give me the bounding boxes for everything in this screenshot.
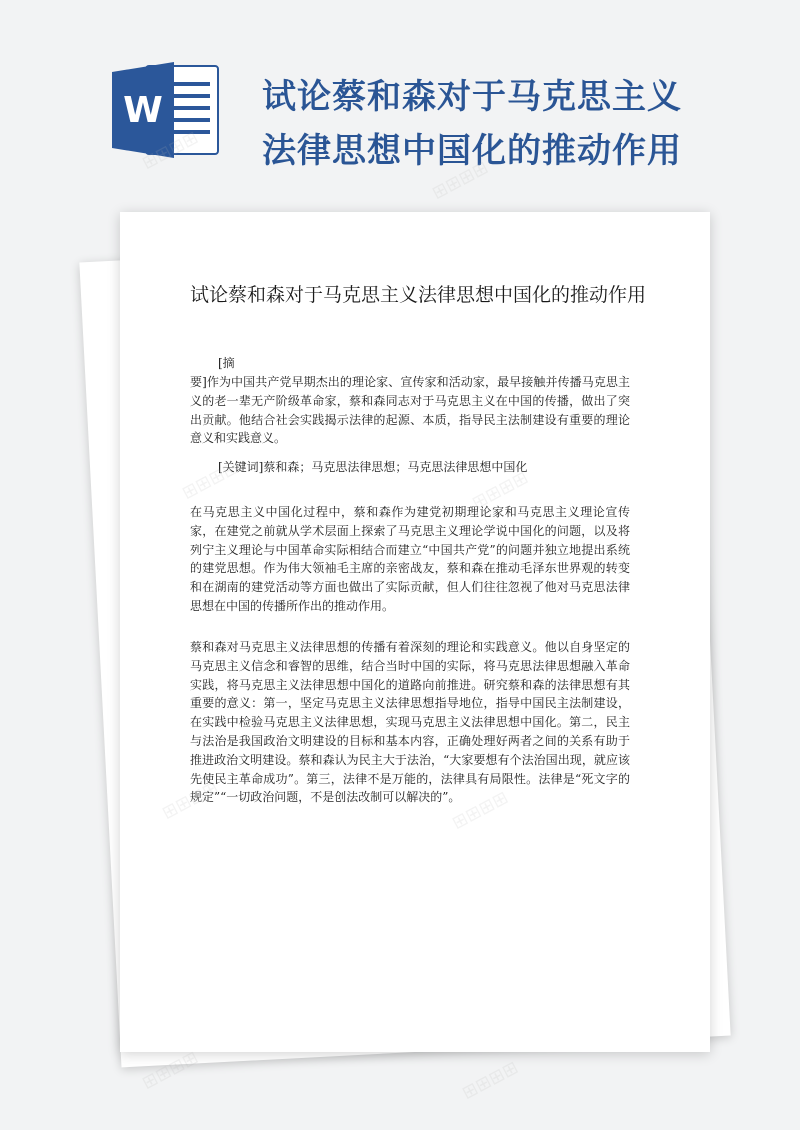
abstract-label: [摘 bbox=[218, 356, 235, 370]
watermark: ⊞⊞⊞⊞ bbox=[138, 1047, 202, 1094]
keywords: [关键词]蔡和森；马克思法律思想；马克思法律思想中国化 bbox=[218, 460, 528, 474]
word-document-icon bbox=[112, 62, 222, 158]
banner-title: 试论蔡和森对于马克思主义法律思想中国化的推动作用 bbox=[262, 77, 682, 171]
paragraph-2: 蔡和森对马克思主义法律思想的传播有着深刻的理论和实践意义。他以自身坚定的马克思主义信念和睿智的思维，结合当时中国的实际，将马克思法律思想融入革命实践，将马克思主义法律思想中国化的道路向前推进。研究蔡和森的法律思想有其重要的意义：第一，坚定马克思主义法律思想指导地位，指导中国民主法制建设，在实践中检验马克思主义法律思想，实现马克思主义法律思想中国化。第二，民主与法治是我国政治文明建设的目标和基本内容，正确处理好两者之间的关系有助于推进政治文明建设。蔡和森认为民主大于法治，“大家要想有个法治国出现，就应该先使民主革命成功”。第三，法律不是万能的，法律具有局限性。法律是“死文字的规定”“一切政治问题，不是创法改制可以解决的”。 bbox=[190, 640, 630, 805]
watermark: ⊞⊞⊞⊞ bbox=[428, 157, 492, 204]
watermark: ⊞⊞⊞⊞ bbox=[458, 1057, 522, 1104]
abstract-text: 要]作为中国共产党早期杰出的理论家、宣传家和活动家，最早接触并传播马克思主义的老一辈无产阶级革命家，蔡和森同志对于马克思主义在中国的传播，做出了突出贡献。他结合社会实践揭示法律的起源、本质，指导民主法制建设有重要的理论意义和实践意义。 bbox=[190, 375, 630, 446]
svg-text:W: W bbox=[123, 90, 163, 131]
document-page bbox=[120, 212, 710, 1052]
document-title: 试论蔡和森对于马克思主义法律思想中国化的推动作用 bbox=[190, 284, 647, 306]
paragraph-1: 在马克思主义中国化过程中，蔡和森作为建党初期理论家和马克思主义理论宣传家，在建党之前就从学术层面上探索了马克思主义理论学说中国化的问题，以及将列宁主义理论与中国革命实际相结合而建立“中国共产党”的问题并独立地提出系统的建党思想。作为伟大领袖毛主席的亲密战友，蔡和森在推动毛泽东世界观的转变和在湖南的建党活动等方面也做出了实际贡献，但人们往往忽视了他对马克思法律思想在中国的传播所作出的推动作用。 bbox=[190, 505, 630, 613]
